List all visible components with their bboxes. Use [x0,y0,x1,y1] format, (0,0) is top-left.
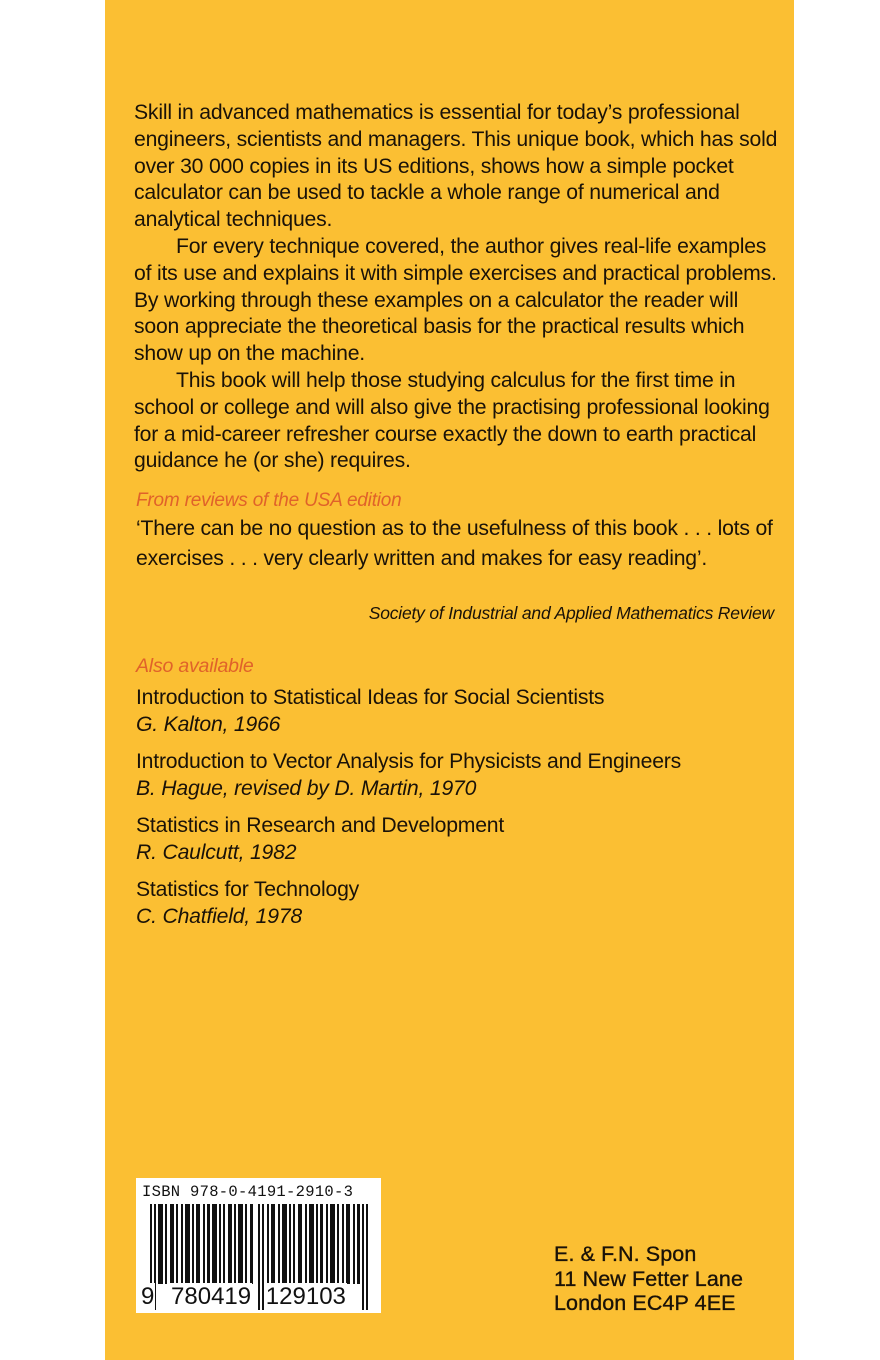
book-title: Statistics for Technology [136,878,360,901]
publisher-street: 11 New Fetter Lane [554,1266,744,1291]
list-item [136,877,796,931]
list-item [136,685,796,739]
book-author: B. Hague, revised by D. Martin, 1970 [136,777,477,800]
also-available-heading: Also available [136,655,254,677]
review-quote: ‘There can be no question as to the usefulness of this book . . . lots of exercises . . . very clearly written and makes for easy reading’. [136,517,773,570]
blurb [134,100,784,475]
blurb-paragraph-3: This book will help those studying calculus for the first time in school or college and will also give the practising professional looking for a mid-career refresher course exactly the down to earth practical guidance he (or she) requires. [134,368,770,473]
list-item [136,749,796,803]
list-item [136,813,796,867]
book-title: Statistics in Research and Development [136,814,505,837]
book-author: R. Caulcutt, 1982 [136,841,297,864]
publisher-address [554,1242,743,1316]
book-author: C. Chatfield, 1978 [136,905,303,928]
barcode-first-digit: 9 [141,1283,155,1310]
publisher-city: London EC4P 4EE [554,1291,736,1315]
publisher-name: E. & F.N. Spon [554,1242,697,1266]
blurb-paragraph-2: For every technique covered, the author gives real-life examples of its use and explains it with simple exercises and practical problems. By working through these examples on a calculator the reader will soon appreciate the theoretical basis for the practical results which show up on the machine. [134,234,777,366]
also-available-list [136,685,796,941]
book-title: Introduction to Statistical Ideas for Social Scientists [136,686,605,709]
barcode-group-2: 129103 [265,1283,346,1310]
reviews-heading: From reviews of the USA edition [136,490,402,511]
barcode-group-1: 780419 [171,1283,252,1310]
isbn-barcode [136,1178,381,1313]
blurb-paragraph-1: Skill in advanced mathematics is essential for today’s professional engineers, scientists and managers. This unique book, which has sold over 30 000 copies in its US editions, shows how a simple pocket calculator can be used to tackle a whole range of numerical and analytical techniques. [134,101,778,232]
review-source: Society of Industrial and Applied Mathematics Review [368,603,774,623]
book-title: Introduction to Vector Analysis for Physicists and Engineers [136,750,682,773]
barcode-number [140,1284,347,1310]
isbn-label: ISBN 978-0-4191-2910-3 [142,1183,354,1201]
book-author: G. Kalton, 1966 [136,713,281,736]
